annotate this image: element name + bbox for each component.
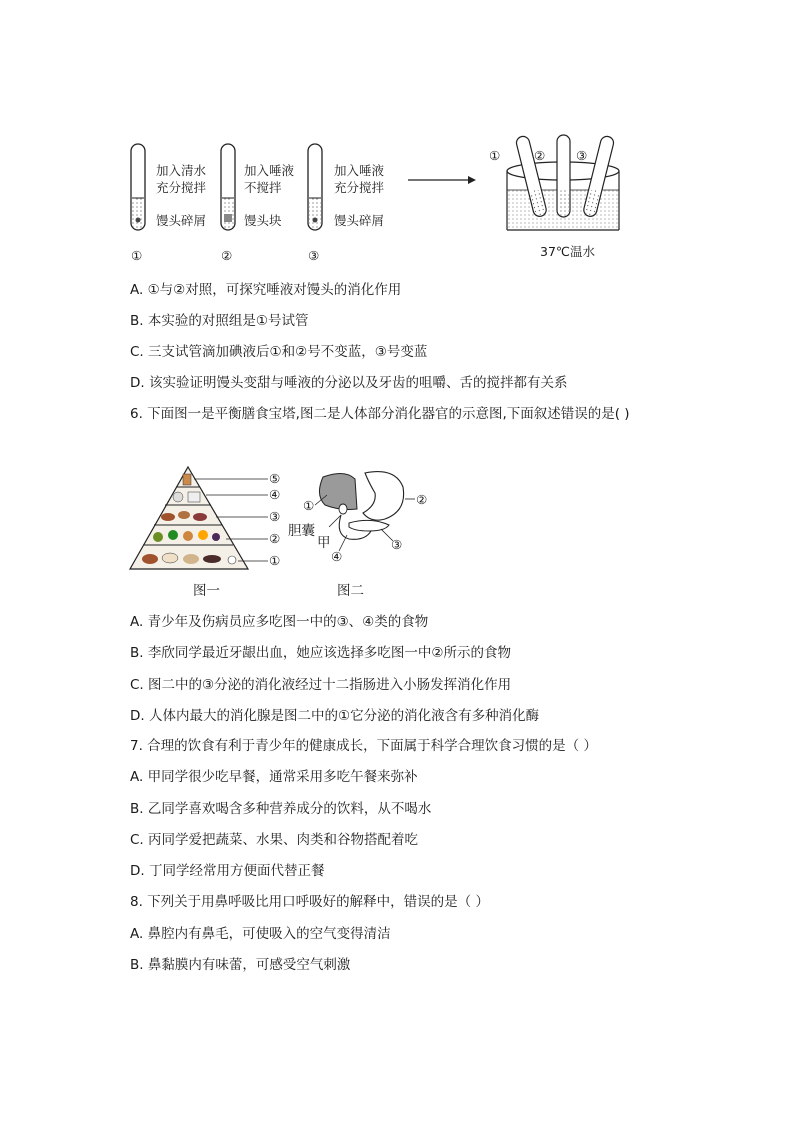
q5-option-c: C. 三支试管滴加碘液后①和②号不变蓝，③号变蓝 xyxy=(130,344,428,360)
organ-number-4: ④ xyxy=(331,549,343,564)
q5-option-a: A. ①与②对照，可探究唾液对馒头的消化作用 xyxy=(130,282,402,298)
q5-option-b: B. 本实验的对照组是①号试管 xyxy=(130,313,309,329)
pyramid-number-3: ③ xyxy=(269,509,281,524)
q5-option-d: D. 该实验证明馒头变甜与唾液的分泌以及牙齿的咀嚼、舌的搅拌都有关系 xyxy=(130,375,568,391)
beaker-number-1: ① xyxy=(489,148,501,163)
beaker-number-3: ③ xyxy=(576,148,588,163)
organ-number-2: ② xyxy=(416,492,428,507)
beaker-number-2: ② xyxy=(534,148,546,163)
digestive-organs-figure xyxy=(285,465,435,575)
tube3-bottom: 馒头碎屑 xyxy=(334,213,385,228)
arrow-icon xyxy=(408,176,476,184)
food-pyramid-figure xyxy=(128,465,288,575)
tube2-text1: 加入唾液 xyxy=(244,163,295,178)
tube3-text2: 充分搅拌 xyxy=(334,180,385,195)
tube1-text1: 加入清水 xyxy=(156,163,207,178)
q6-option-a: A. 青少年及伤病员应多吃图一中的③、④类的食物 xyxy=(130,614,429,630)
organ-number-1: ① xyxy=(303,498,315,513)
figure-1-caption: 图一 xyxy=(193,583,220,599)
q8-stem: 8. 下列关于用鼻呼吸比用口呼吸好的解释中，错误的是（ ） xyxy=(130,894,489,910)
water-bath-beaker xyxy=(507,135,619,230)
q7-stem: 7. 合理的饮食有利于青少年的健康成长，下面属于科学合理饮食习惯的是（ ） xyxy=(130,738,597,754)
pyramid-number-2: ② xyxy=(269,531,281,546)
pyramid-number-1: ① xyxy=(269,553,281,568)
test-tube-1 xyxy=(131,144,145,230)
test-tube-2 xyxy=(221,144,235,230)
pyramid-number-5: ⑤ xyxy=(269,471,281,486)
test-tube-3 xyxy=(308,144,322,230)
test-tube-experiment-figure xyxy=(120,130,640,270)
q7-option-a: A. 甲同学很少吃早餐，通常采用多吃午餐来弥补 xyxy=(130,769,418,785)
q6-option-d: D. 人体内最大的消化腺是图二中的①它分泌的消化液含有多种消化酶 xyxy=(130,708,540,724)
tube2-bottom: 馒头块 xyxy=(244,213,282,228)
q7-option-c: C. 丙同学爱把蔬菜、水果、肉类和谷物搭配着吃 xyxy=(130,832,419,848)
q6-option-b: B. 李欣同学最近牙龈出血，她应该选择多吃图一中②所示的食物 xyxy=(130,645,511,661)
q8-option-a: A. 鼻腔内有鼻毛，可使吸入的空气变得清洁 xyxy=(130,926,391,942)
tube3-text1: 加入唾液 xyxy=(334,163,385,178)
figure-2-caption: 图二 xyxy=(337,583,364,599)
q6-stem: 6. 下面图一是平衡膳食宝塔,图二是人体部分消化器官的示意图,下面叙述错误的是( ) xyxy=(130,406,630,422)
tube2-text2: 不搅拌 xyxy=(244,180,282,195)
q7-option-b: B. 乙同学喜欢喝含多种营养成分的饮料，从不喝水 xyxy=(130,801,432,817)
tube1-text2: 充分搅拌 xyxy=(156,180,207,195)
pyramid-number-4: ④ xyxy=(269,487,281,502)
tube3-number: ③ xyxy=(308,248,320,263)
tube1-bottom: 馒头碎屑 xyxy=(156,213,207,228)
beaker-label: 37℃温水 xyxy=(540,244,595,259)
organ-number-3: ③ xyxy=(391,537,403,552)
q6-option-c: C. 图二中的③分泌的消化液经过十二指肠进入小肠发挥消化作用 xyxy=(130,677,512,693)
q8-option-b: B. 鼻黏膜内有味蕾，可感受空气刺激 xyxy=(130,957,351,973)
tube1-number: ① xyxy=(131,248,143,263)
jia-label: 甲 xyxy=(317,535,331,551)
tube2-number: ② xyxy=(221,248,233,263)
gallbladder-label: 胆囊 xyxy=(288,523,315,539)
q7-option-d: D. 丁同学经常用方便面代替正餐 xyxy=(130,863,325,879)
